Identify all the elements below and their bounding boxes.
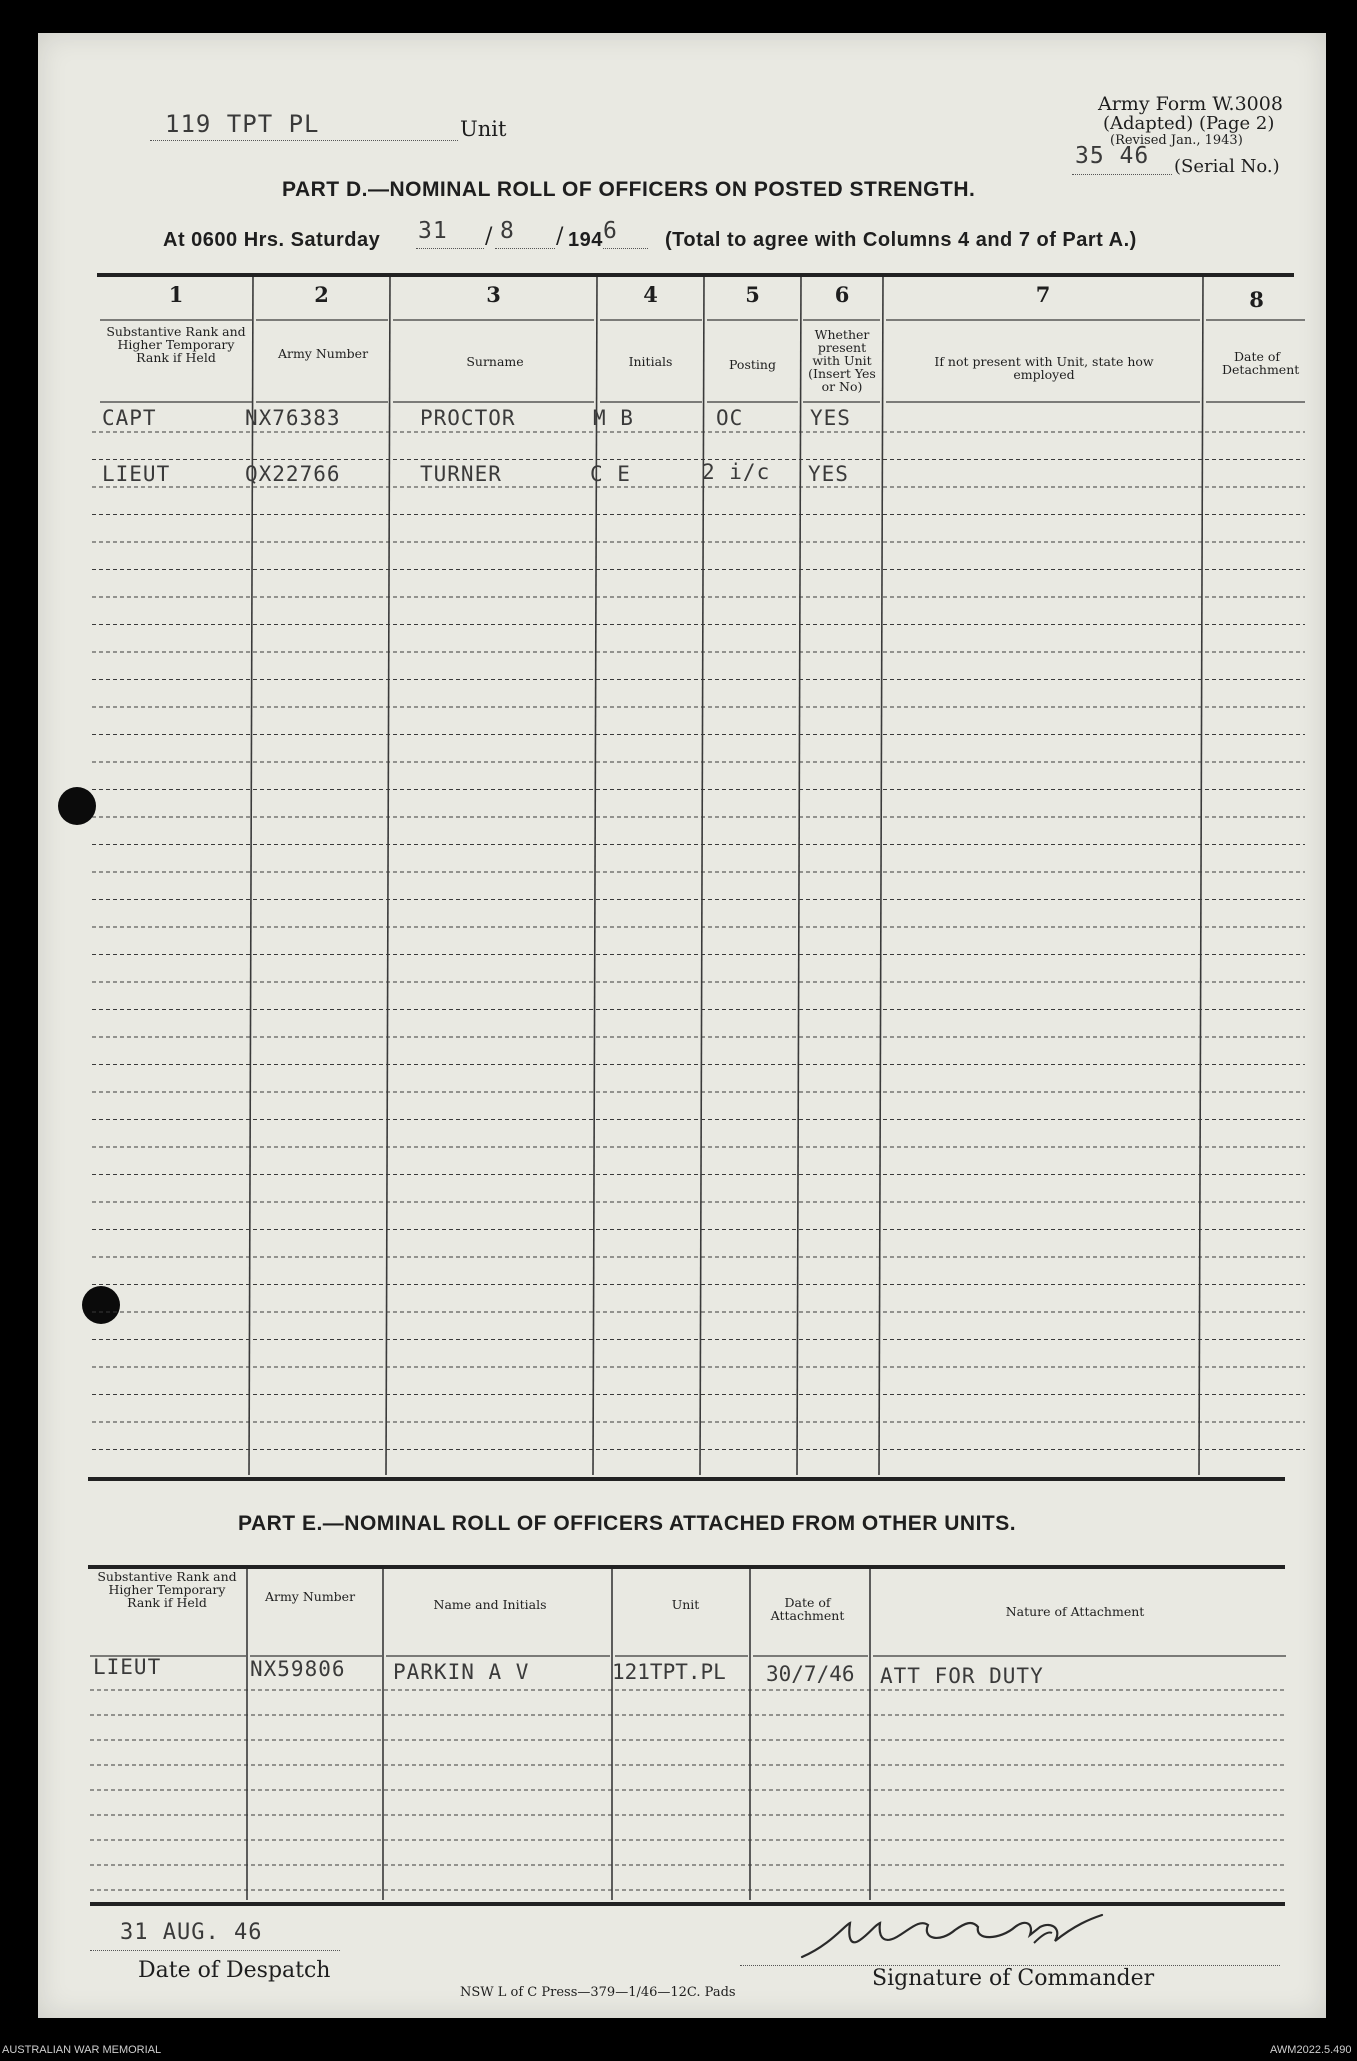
row2-surname: TURNER [420, 462, 502, 486]
col-number-5: 5 [745, 282, 760, 307]
col-header-rank: Substantive Rank and Higher Temporary Rank if Held [106, 324, 246, 365]
col-number-4: 4 [643, 282, 658, 307]
row2-number: QX22766 [245, 462, 341, 486]
catalogue-number: AWM2022.5.490 [1270, 2044, 1352, 2056]
col-header-detachment: Date of Detachment [1222, 349, 1300, 377]
row1-number: NX76383 [245, 406, 341, 430]
at-hours-label: At 0600 Hrs. Saturday [163, 229, 381, 251]
row1-surname: PROCTOR [420, 406, 516, 430]
form-revised: (Revised Jan., 1943) [1110, 133, 1243, 148]
col-number-1: 1 [168, 282, 184, 307]
e-row1-number: NX59806 [250, 1657, 346, 1681]
col-number-6: 6 [834, 282, 850, 307]
part-d-title: PART D.—NOMINAL ROLL OF OFFICERS ON POSTED STRENGTH. [282, 178, 976, 201]
col-number-2: 2 [314, 282, 329, 307]
year-prefix: 194 [568, 229, 603, 251]
row2-initials: C E [590, 462, 631, 486]
row2-rank: LIEUT [102, 462, 171, 486]
form-number: Army Form W.3008 [1098, 93, 1283, 115]
row1-present: YES [810, 406, 851, 430]
e-row1-date: 30/7/46 [766, 1662, 855, 1686]
commander-signature [790, 1905, 1130, 1965]
row1-posting: OC [716, 406, 744, 430]
press-note: NSW L of C Press—379—1/46—12C. Pads [460, 1985, 736, 2000]
unit-value: 119 TPT PL [165, 110, 320, 138]
e-row1-name: PARKIN A V [393, 1660, 530, 1684]
row2-posting: 2 i/c [702, 460, 771, 484]
e-row1-unit: 121TPT.PL [612, 1660, 726, 1684]
e-row1-rank: LIEUT [93, 1655, 162, 1679]
e-row1-nature: ATT FOR DUTY [880, 1664, 1044, 1688]
col-header-initials: Initials [628, 354, 673, 369]
col-number-8: 8 [1249, 287, 1264, 312]
year-suffix: 6 [603, 218, 618, 244]
col-header-present: Whether present with Unit (Insert Yes or No) [808, 327, 876, 394]
unit-label: Unit [460, 117, 507, 141]
despatch-value: 31 AUG. 46 [120, 1920, 263, 1945]
col-header-posting: Posting [729, 357, 776, 372]
part-e-title: PART E.—NOMINAL ROLL OF OFFICERS ATTACHED FROM OTHER UNITS. [238, 1512, 1017, 1535]
col-number-7: 7 [1035, 282, 1051, 307]
col-header-army-number: Army Number [277, 346, 369, 361]
part-e-top-rule [88, 1565, 1285, 1569]
total-note: (Total to agree with Columns 4 and 7 of Part A.) [665, 229, 1137, 251]
row2-present: YES [808, 462, 849, 486]
e-header-army-number: Army Number [264, 1589, 356, 1604]
signature-label: Signature of Commander [872, 1966, 1155, 1991]
e-header-name: Name and Initials [433, 1597, 547, 1612]
col-header-surname: Surname [466, 354, 524, 369]
e-header-unit: Unit [671, 1597, 700, 1612]
col-number-3: 3 [486, 282, 501, 307]
row1-rank: CAPT [102, 406, 157, 430]
month-value: 8 [500, 218, 515, 244]
col-header-how-employed: If not present with Unit, state how employed [934, 354, 1154, 382]
row1-initials: M B [593, 406, 634, 430]
serial-label: (Serial No.) [1174, 156, 1280, 177]
e-header-date: Date of Attachment [770, 1595, 845, 1623]
e-header-rank: Substantive Rank and Higher Temporary Rank if Held [97, 1569, 237, 1610]
form-adapted: (Adapted) (Page 2) [1103, 113, 1275, 134]
despatch-label: Date of Despatch [138, 1958, 331, 1983]
archive-caption: AUSTRALIAN WAR MEMORIAL [2, 2044, 162, 2056]
e-header-nature: Nature of Attachment [1005, 1604, 1145, 1619]
day-value: 31 [418, 218, 448, 244]
serial-value: 35 46 [1075, 143, 1150, 169]
